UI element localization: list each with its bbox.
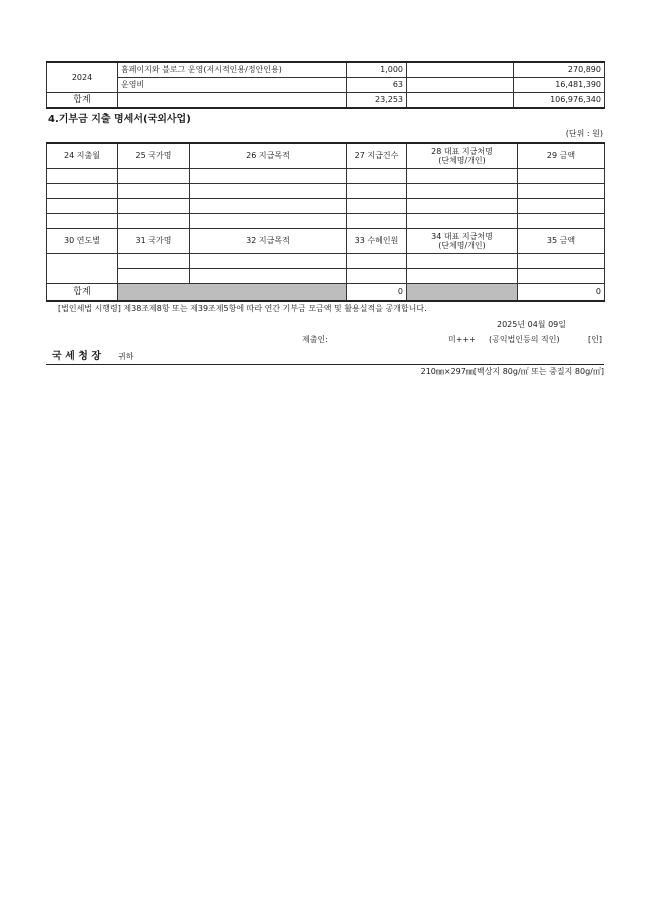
empty-cell — [190, 254, 347, 269]
empty-cell — [47, 184, 118, 199]
empty-cell — [190, 269, 347, 284]
count-cell: 1,000 — [347, 62, 407, 78]
empty-cell — [190, 199, 347, 214]
empty-cell — [190, 184, 347, 199]
total-label: 합계 — [47, 284, 118, 302]
header-cell: 28 대표 지급처명 (단체명/개인) — [407, 143, 518, 169]
total-amount: 0 — [518, 284, 605, 302]
total-label: 합계 — [47, 93, 118, 109]
amount-cell: 16,481,390 — [514, 78, 605, 93]
header-cell: 32 지급목적 — [190, 229, 347, 254]
legal-notice: [법인세법 시행령] 제38조제8항 또는 제39조제5항에 따라 연간 기부금 모금액 및 활용실적을 공개합니다. — [58, 304, 427, 313]
shaded-cell — [118, 284, 347, 302]
empty-cell — [407, 254, 518, 269]
empty-cell — [347, 199, 407, 214]
header-cell: 27 지급건수 — [347, 143, 407, 169]
empty-cell — [47, 169, 118, 184]
empty-cell — [407, 199, 518, 214]
item-name-cell: 운영비 — [118, 78, 347, 93]
empty-cell — [47, 254, 118, 284]
header-cell: 29 금액 — [518, 143, 605, 169]
empty-cell — [518, 184, 605, 199]
item-name-cell: 홈페이지와 블로그 운영(저시적인용/정안인용) — [118, 62, 347, 78]
empty-cell — [518, 169, 605, 184]
count-cell: 63 — [347, 78, 407, 93]
empty-cell — [118, 184, 190, 199]
total-count: 0 — [347, 284, 407, 302]
empty-cell — [518, 214, 605, 229]
empty-cell — [47, 214, 118, 229]
recipient: 국 세 청 장 — [52, 351, 102, 362]
paper-spec: 210㎜×297㎜[백상지 80g/㎡ 또는 중질지 80g/㎡] — [420, 367, 604, 376]
empty-cell — [407, 184, 518, 199]
blank-cell — [407, 93, 514, 109]
divider — [46, 364, 604, 365]
submitter-role: (공익법인등의 직인) — [489, 335, 560, 344]
amount-cell: 270,890 — [514, 62, 605, 78]
empty-cell — [118, 214, 190, 229]
empty-cell — [347, 169, 407, 184]
section-title: 4.기부금 지출 명세서(국외사업) — [48, 114, 191, 125]
empty-cell — [518, 269, 605, 284]
empty-cell — [407, 214, 518, 229]
header-cell: 24 지출월 — [47, 143, 118, 169]
empty-cell — [118, 254, 190, 269]
empty-cell — [347, 184, 407, 199]
empty-cell — [518, 254, 605, 269]
unit-label: (단위 : 원) — [565, 129, 603, 138]
header-cell: 34 대표 지급처명 (단체명/개인) — [407, 229, 518, 254]
header-cell: 25 국가명 — [118, 143, 190, 169]
blank-cell — [118, 93, 347, 109]
header-cell: 26 지급목적 — [190, 143, 347, 169]
empty-cell — [190, 214, 347, 229]
empty-cell — [47, 199, 118, 214]
overseas-expenditure-table — [46, 142, 605, 302]
empty-cell — [118, 169, 190, 184]
empty-cell — [118, 199, 190, 214]
blank-cell — [407, 78, 514, 93]
year-cell: 2024 — [47, 62, 118, 93]
submitter-label: 제출인: — [302, 335, 328, 344]
total-count: 23,253 — [347, 93, 407, 109]
empty-cell — [407, 169, 518, 184]
empty-cell — [190, 169, 347, 184]
header-cell: 30 연도별 — [47, 229, 118, 254]
total-amount: 106,976,340 — [514, 93, 605, 109]
empty-cell — [347, 269, 407, 284]
header-cell: 31 국가명 — [118, 229, 190, 254]
donation-usage-table — [46, 61, 605, 109]
seal-mark: [인] — [588, 335, 602, 344]
submission-date: 2025년 04월 09일 — [497, 320, 566, 329]
blank-cell — [407, 62, 514, 78]
empty-cell — [118, 269, 190, 284]
empty-cell — [407, 269, 518, 284]
empty-cell — [518, 199, 605, 214]
shaded-cell — [407, 284, 518, 302]
header-cell: 33 수혜인원 — [347, 229, 407, 254]
empty-cell — [347, 254, 407, 269]
submitter-name: 미+++ — [448, 335, 476, 344]
recipient-suffix: 귀하 — [118, 352, 134, 361]
empty-cell — [347, 214, 407, 229]
header-cell: 35 금액 — [518, 229, 605, 254]
